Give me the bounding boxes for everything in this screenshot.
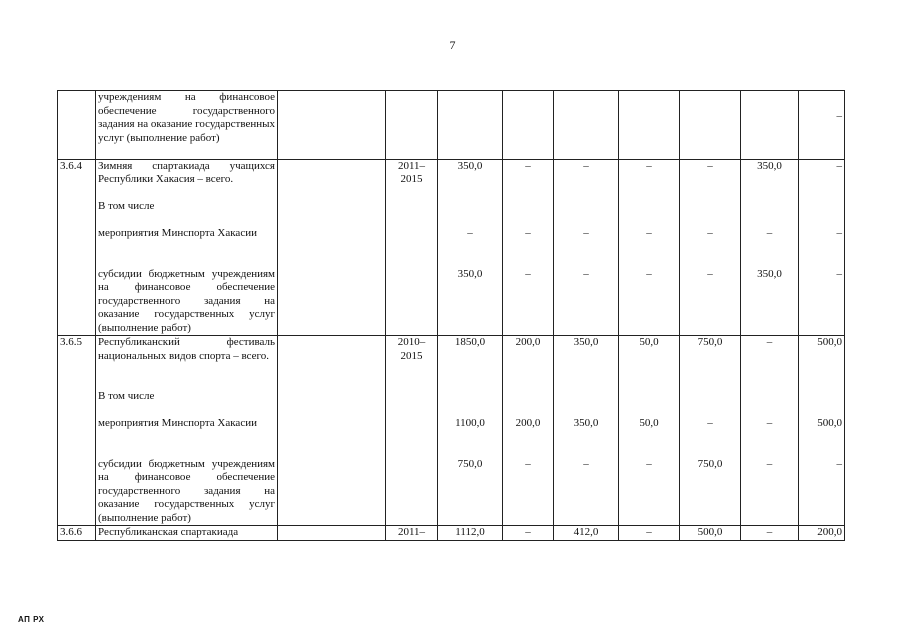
value-entry — [682, 214, 738, 228]
value-entry: – — [766, 227, 773, 239]
value-cell — [503, 526, 554, 541]
blank-cell — [278, 336, 386, 526]
value-cell — [680, 91, 741, 160]
value-entry — [440, 214, 500, 228]
table-row — [58, 336, 845, 526]
value-entry: 500,0 — [817, 417, 842, 429]
value-entry: 1112,0 — [455, 526, 485, 538]
value-entry — [556, 214, 616, 228]
item-code: 3.6.4 — [58, 159, 96, 336]
value-entry — [682, 91, 738, 159]
value-entry — [505, 254, 551, 268]
value-entry: – — [836, 457, 842, 470]
value-entry — [682, 444, 738, 458]
value-entry: – — [646, 159, 652, 172]
value-entry — [556, 91, 616, 159]
value-entry: 1100,0 — [455, 417, 485, 429]
value-entry — [743, 200, 796, 214]
value-cell — [503, 91, 554, 160]
value-entry: 350,0 — [457, 267, 483, 280]
value-entry: – — [836, 227, 842, 239]
value-entry — [801, 377, 842, 391]
value-entry: – — [707, 267, 713, 280]
value-entry — [621, 377, 677, 391]
value-entry: – — [707, 159, 713, 172]
value-entry: 750,0 — [457, 457, 483, 470]
value-entry: 750,0 — [697, 457, 723, 470]
description-segment — [98, 404, 275, 418]
value-cell — [554, 91, 619, 160]
value-entry — [440, 187, 500, 201]
value-entry — [682, 187, 738, 201]
value-entry — [556, 200, 616, 214]
value-entry — [440, 91, 500, 159]
item-description — [96, 336, 278, 526]
blank-cell — [278, 91, 386, 160]
value-entry — [440, 444, 500, 458]
value-entry — [556, 444, 616, 458]
value-entry: 350,0 — [573, 336, 599, 348]
value-entry: – — [836, 159, 842, 172]
value-entry — [801, 214, 842, 228]
value-entry — [621, 390, 677, 404]
value-entry: – — [707, 227, 713, 239]
value-entry — [505, 404, 551, 418]
value-entry: – — [583, 267, 589, 280]
value-cell — [438, 336, 503, 526]
value-cell — [438, 526, 503, 541]
value-cell — [680, 526, 741, 541]
value-entry — [556, 187, 616, 201]
value-entry — [682, 200, 738, 214]
value-cell — [619, 526, 680, 541]
value-entry — [440, 254, 500, 268]
value-entry — [801, 404, 842, 418]
value-entry: 500,0 — [697, 526, 723, 538]
table-row — [58, 91, 845, 160]
page-number: 7 — [449, 38, 456, 52]
value-entry: – — [766, 457, 773, 470]
value-entry — [743, 91, 796, 159]
description-segment — [98, 444, 275, 458]
value-entry: – — [646, 227, 652, 239]
value-cell — [438, 91, 503, 160]
blank-cell — [278, 159, 386, 336]
value-cell — [554, 526, 619, 541]
value-entry — [621, 404, 677, 418]
description-segment: мероприятия Минспорта Хакасии — [98, 417, 257, 429]
value-entry: – — [583, 457, 589, 470]
value-entry — [743, 444, 796, 458]
value-entry — [743, 377, 796, 391]
value-cell — [619, 91, 680, 160]
value-entry: – — [525, 227, 531, 239]
value-entry — [621, 187, 677, 201]
item-code — [58, 91, 96, 160]
value-entry — [505, 91, 551, 159]
footer-mark: АП РХ — [18, 615, 45, 624]
value-entry: – — [646, 526, 652, 538]
value-cell — [741, 526, 799, 541]
value-entry — [743, 390, 796, 404]
value-cell — [741, 91, 799, 160]
value-entry — [621, 91, 677, 159]
value-entry: – — [766, 336, 773, 348]
period-cell: 2011– 2015 — [386, 159, 438, 336]
value-entry — [743, 254, 796, 268]
value-cell — [554, 336, 619, 526]
value-cell — [438, 159, 503, 336]
value-cell — [680, 336, 741, 526]
value-entry — [505, 214, 551, 228]
description-segment — [98, 187, 275, 201]
item-description — [96, 91, 278, 160]
value-entry: 500,0 — [817, 336, 842, 348]
value-entry: – — [525, 267, 531, 280]
value-entry — [621, 214, 677, 228]
value-entry — [556, 404, 616, 418]
value-entry — [556, 254, 616, 268]
item-code: 3.6.5 — [58, 336, 96, 526]
value-entry: – — [525, 526, 531, 538]
table-row — [58, 159, 845, 336]
value-entry: 350,0 — [573, 417, 599, 429]
value-entry — [682, 404, 738, 418]
value-entry — [743, 404, 796, 418]
value-entry — [801, 390, 842, 404]
value-entry — [440, 200, 500, 214]
description-segment: учреждениям на финансовое обеспечение государственного задания на оказание государственных услуг (выполнение работ) — [98, 91, 275, 144]
value-entry: 412,0 — [573, 526, 599, 538]
value-cell — [799, 91, 845, 160]
value-entry — [801, 444, 842, 458]
description-segment: В том числе — [98, 390, 155, 402]
value-entry: – — [525, 457, 531, 470]
description-segment — [98, 377, 275, 391]
value-entry: – — [467, 227, 473, 239]
value-entry: – — [766, 417, 773, 429]
value-entry — [505, 444, 551, 458]
value-entry — [743, 214, 796, 228]
value-entry: 200,0 — [515, 336, 541, 348]
description-segment: субсидии бюджетным учреждениям на финансовое обеспечение государственного задания на оказание государственных услуг (выполнение работ) — [98, 457, 275, 524]
value-cell — [619, 336, 680, 526]
value-entry: 1850,0 — [454, 336, 486, 348]
item-description — [96, 526, 278, 541]
item-code: 3.6.6 — [58, 526, 96, 541]
description-segment: Республиканский фестиваль национальных видов спорта – всего. — [98, 336, 275, 362]
description-segment — [98, 254, 275, 268]
description-segment: мероприятия Минспорта Хакасии — [98, 227, 257, 239]
period-cell: 2010– 2015 — [386, 336, 438, 526]
blank-cell — [278, 526, 386, 541]
value-cell — [799, 526, 845, 541]
value-entry: 50,0 — [639, 336, 659, 348]
value-entry: 200,0 — [817, 526, 842, 538]
description-segment: субсидии бюджетным учреждениям на финансовое обеспечение государственного задания на оказание государственных услуг (выполнение работ) — [98, 267, 275, 334]
value-entry: – — [646, 267, 652, 280]
item-description — [96, 159, 278, 336]
value-cell — [554, 159, 619, 336]
value-cell — [619, 159, 680, 336]
value-entry — [621, 254, 677, 268]
value-entry: 750,0 — [697, 336, 723, 348]
value-entry: – — [707, 417, 713, 429]
value-entry — [440, 390, 500, 404]
description-segment: В том числе — [98, 200, 155, 212]
value-entry — [440, 377, 500, 391]
value-entry: – — [766, 526, 773, 538]
value-entry: 350,0 — [757, 159, 782, 172]
description-segment: Республиканская спартакиада — [98, 526, 239, 538]
description-segment: Зимняя спартакиада учащихся Республики Хакасия – всего. — [98, 159, 275, 185]
value-entry — [505, 390, 551, 404]
value-cell — [503, 336, 554, 526]
value-entry — [743, 187, 796, 201]
value-cell — [799, 336, 845, 526]
value-cell — [799, 159, 845, 336]
value-entry: – — [583, 227, 589, 239]
value-entry — [440, 404, 500, 418]
value-entry — [556, 390, 616, 404]
value-entry: 200,0 — [515, 417, 541, 429]
value-entry: 50,0 — [639, 417, 659, 429]
value-cell — [503, 159, 554, 336]
value-entry: – — [646, 457, 652, 470]
value-entry: 350,0 — [757, 267, 782, 280]
value-entry: – — [583, 159, 589, 172]
table-row — [58, 526, 845, 541]
value-entry — [505, 200, 551, 214]
period-cell — [386, 91, 438, 160]
period-cell: 2011– — [386, 526, 438, 541]
value-cell — [680, 159, 741, 336]
value-entry — [621, 444, 677, 458]
value-entry: – — [836, 109, 842, 122]
value-entry: – — [525, 159, 531, 172]
value-entry — [801, 254, 842, 268]
budget-table — [57, 90, 845, 541]
value-entry: 350,0 — [457, 159, 483, 172]
value-entry — [621, 200, 677, 214]
value-entry: – — [836, 267, 842, 280]
value-entry — [682, 254, 738, 268]
value-entry — [505, 187, 551, 201]
value-entry — [682, 390, 738, 404]
value-entry — [556, 377, 616, 391]
description-segment — [98, 214, 275, 228]
value-cell — [741, 336, 799, 526]
value-entry — [682, 377, 738, 391]
value-cell — [741, 159, 799, 336]
value-entry — [801, 200, 842, 214]
value-entry — [801, 187, 842, 201]
value-entry — [505, 377, 551, 391]
